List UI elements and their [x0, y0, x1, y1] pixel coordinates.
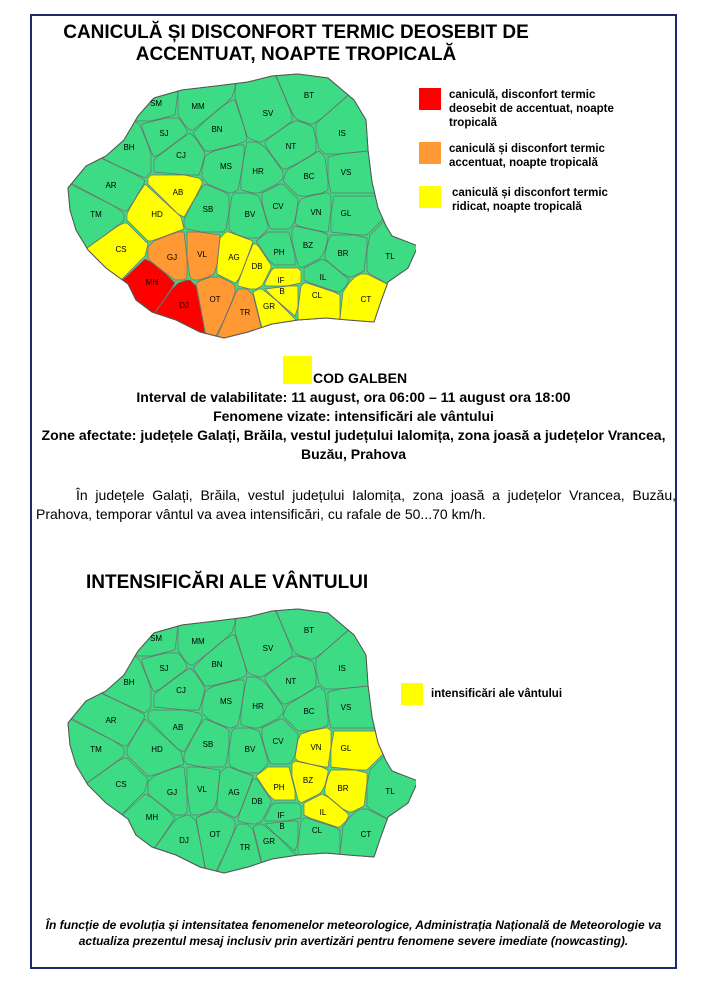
heatwave-map	[36, 70, 416, 340]
map2-label-sj: SJ	[159, 664, 169, 674]
map2-label-vl: VL	[197, 785, 207, 795]
map2-label-hr: HR	[252, 702, 264, 712]
map1-label-b: B	[279, 287, 285, 297]
map1-label-ar: AR	[105, 181, 117, 191]
legend-item-red	[419, 88, 639, 130]
map1-label-gl: GL	[340, 209, 352, 219]
map2-label-ot: OT	[209, 830, 221, 840]
alert-zones: Zone afectate: județele Galați, Brăila, vestul județului Ialomița, zona joasă a județelor Vrancea, Buzău, Prahova	[41, 427, 666, 462]
map1-label-hd: HD	[151, 210, 163, 220]
map1-label-mm: MM	[191, 102, 205, 112]
map2-label-cv: CV	[272, 737, 284, 747]
map1-label-sv: SV	[262, 109, 274, 119]
map1-label-is: IS	[338, 129, 346, 139]
map1-label-ab: AB	[172, 188, 184, 198]
map1-label-hr: HR	[252, 167, 264, 177]
footer-note: În funcție de evoluția și intensitatea fenomenelor meteorologice, Administrația Națională de Meteorologie va actualiza prezentul mesaj inclusiv prin avertizări pentru fenomene severe imediate (nowcasting).	[45, 918, 662, 948]
map1-label-bt: BT	[303, 91, 315, 101]
map1-label-cj: CJ	[176, 151, 186, 161]
legend-label-red: caniculă, disconfort termic deosebit de accentuat, noapte tropicală	[449, 89, 614, 129]
map1-county-ct	[340, 274, 416, 340]
map2-label-ab: AB	[172, 723, 184, 733]
map1-label-db: DB	[251, 262, 263, 272]
map1-label-tr: TR	[239, 308, 251, 318]
map2-label-sv: SV	[262, 644, 274, 654]
map1-label-cl: CL	[311, 291, 323, 301]
map1-label-ct: CT	[360, 295, 372, 305]
map1-label-bc: BC	[303, 172, 315, 182]
map1-label-dj: DJ	[179, 301, 189, 311]
map2-label-ph: PH	[273, 783, 285, 793]
map1-label-sm: SM	[150, 99, 162, 109]
section1-title: CANICULĂ ȘI DISCONFORT TERMIC DEOSEBIT DE ACCENTUAT, NOAPTE TROPICALĂ	[63, 22, 529, 65]
map2-label-br: BR	[337, 784, 349, 794]
map2-label-bc: BC	[303, 707, 315, 717]
map1-label-vn: VN	[310, 208, 322, 218]
legend-swatch-red	[419, 88, 441, 110]
map1-label-vl: VL	[197, 250, 207, 260]
map1-label-sj: SJ	[159, 129, 169, 139]
map2-label-sb: SB	[202, 740, 214, 750]
alert-phenomena: Fenomene vizate: intensificări ale vântului	[213, 408, 494, 424]
map1-county-sm	[64, 70, 178, 121]
map2-label-is: IS	[338, 664, 346, 674]
map1-label-nt: NT	[285, 142, 297, 152]
map2-label-cl: CL	[311, 826, 323, 836]
map2-label-il: IL	[319, 808, 327, 818]
map1-label-br: BR	[337, 249, 349, 259]
legend-swatch-yellow	[419, 186, 441, 208]
map2-label-ar: AR	[105, 716, 117, 726]
map2-label-bh: BH	[123, 678, 135, 688]
map2-label-bz: BZ	[302, 776, 314, 786]
map2-label-tr: TR	[239, 843, 251, 853]
map2-label-nt: NT	[285, 677, 297, 687]
map2-county-sm	[64, 605, 178, 656]
map2-label-gr: GR	[263, 837, 275, 847]
map2-label-ms: MS	[220, 697, 232, 707]
map2-county-ct	[340, 809, 416, 875]
map2-label-tm: TM	[90, 745, 102, 755]
legend-label-yellow: caniculă și disconfort termic ridicat, noapte tropicală	[452, 187, 608, 213]
alert-code: COD GALBEN	[313, 370, 408, 386]
map2-label-if: IF	[277, 811, 285, 821]
map2-label-hd: HD	[151, 745, 163, 755]
map1-label-tl: TL	[385, 252, 395, 262]
legend-item-wind	[401, 683, 631, 705]
map2-label-dj: DJ	[179, 836, 189, 846]
map1-label-if: IF	[277, 276, 285, 286]
map1-label-bz: BZ	[302, 241, 314, 251]
map2-label-ag: AG	[228, 788, 240, 798]
map1-label-bh: BH	[123, 143, 135, 153]
map1-label-bn: BN	[211, 125, 223, 135]
map1-label-bv: BV	[244, 210, 256, 220]
map2-label-tl: TL	[385, 787, 395, 797]
map2-label-bv: BV	[244, 745, 256, 755]
map1-label-ag: AG	[228, 253, 240, 263]
map2-label-mm: MM	[191, 637, 205, 647]
legend-item-orange	[419, 142, 634, 170]
map1-label-sb: SB	[202, 205, 214, 215]
map2-label-vn: VN	[310, 743, 322, 753]
map1-label-ms: MS	[220, 162, 232, 172]
map2-label-cs: CS	[115, 780, 127, 790]
legend-item-yellow	[419, 186, 637, 214]
map2-label-vs: VS	[340, 703, 352, 713]
map2-label-gj: GJ	[166, 788, 178, 798]
map1-label-cv: CV	[272, 202, 284, 212]
alert-description: În județele Galați, Brăila, vestul județului Ialomița, zona joasă a județelor Vrancea, Buzău, Prahova, temporar vântul va avea intensificări, cu rafale de 50...70 km/h.	[36, 487, 676, 522]
section2-title: INTENSIFICĂRI ALE VÂNTULUI	[86, 572, 369, 593]
map2-label-b: B	[279, 822, 285, 832]
map2-label-ct: CT	[360, 830, 372, 840]
map2-label-bt: BT	[303, 626, 315, 636]
map1-label-ot: OT	[209, 295, 221, 305]
map1-label-tm: TM	[90, 210, 102, 220]
map2-label-bn: BN	[211, 660, 223, 670]
map1-label-vs: VS	[340, 168, 352, 178]
legend-swatch-orange	[419, 142, 441, 164]
map2-label-sm: SM	[150, 634, 162, 644]
map1-label-gr: GR	[263, 302, 275, 312]
legend-label-wind: intensificări ale vântului	[431, 688, 563, 700]
map1-label-ph: PH	[273, 248, 285, 258]
alert-interval: Interval de valabilitate: 11 august, ora 06:00 – 11 august ora 18:00	[136, 389, 571, 405]
map1-label-gj: GJ	[166, 253, 178, 263]
map1-label-il: IL	[319, 273, 327, 283]
alert-info	[40, 388, 667, 464]
map2-label-db: DB	[251, 797, 263, 807]
map1-label-cs: CS	[115, 245, 127, 255]
legend-swatch-wind	[401, 683, 423, 705]
map2-label-cj: CJ	[176, 686, 186, 696]
map1-label-mh: MH	[145, 278, 159, 288]
map2-label-mh: MH	[145, 813, 159, 823]
map2-label-gl: GL	[340, 744, 352, 754]
wind-map	[36, 605, 416, 875]
cod-galben-swatch	[283, 356, 312, 384]
legend-label-orange: caniculă și disconfort termic accentuat, noapte tropicală	[449, 143, 605, 169]
